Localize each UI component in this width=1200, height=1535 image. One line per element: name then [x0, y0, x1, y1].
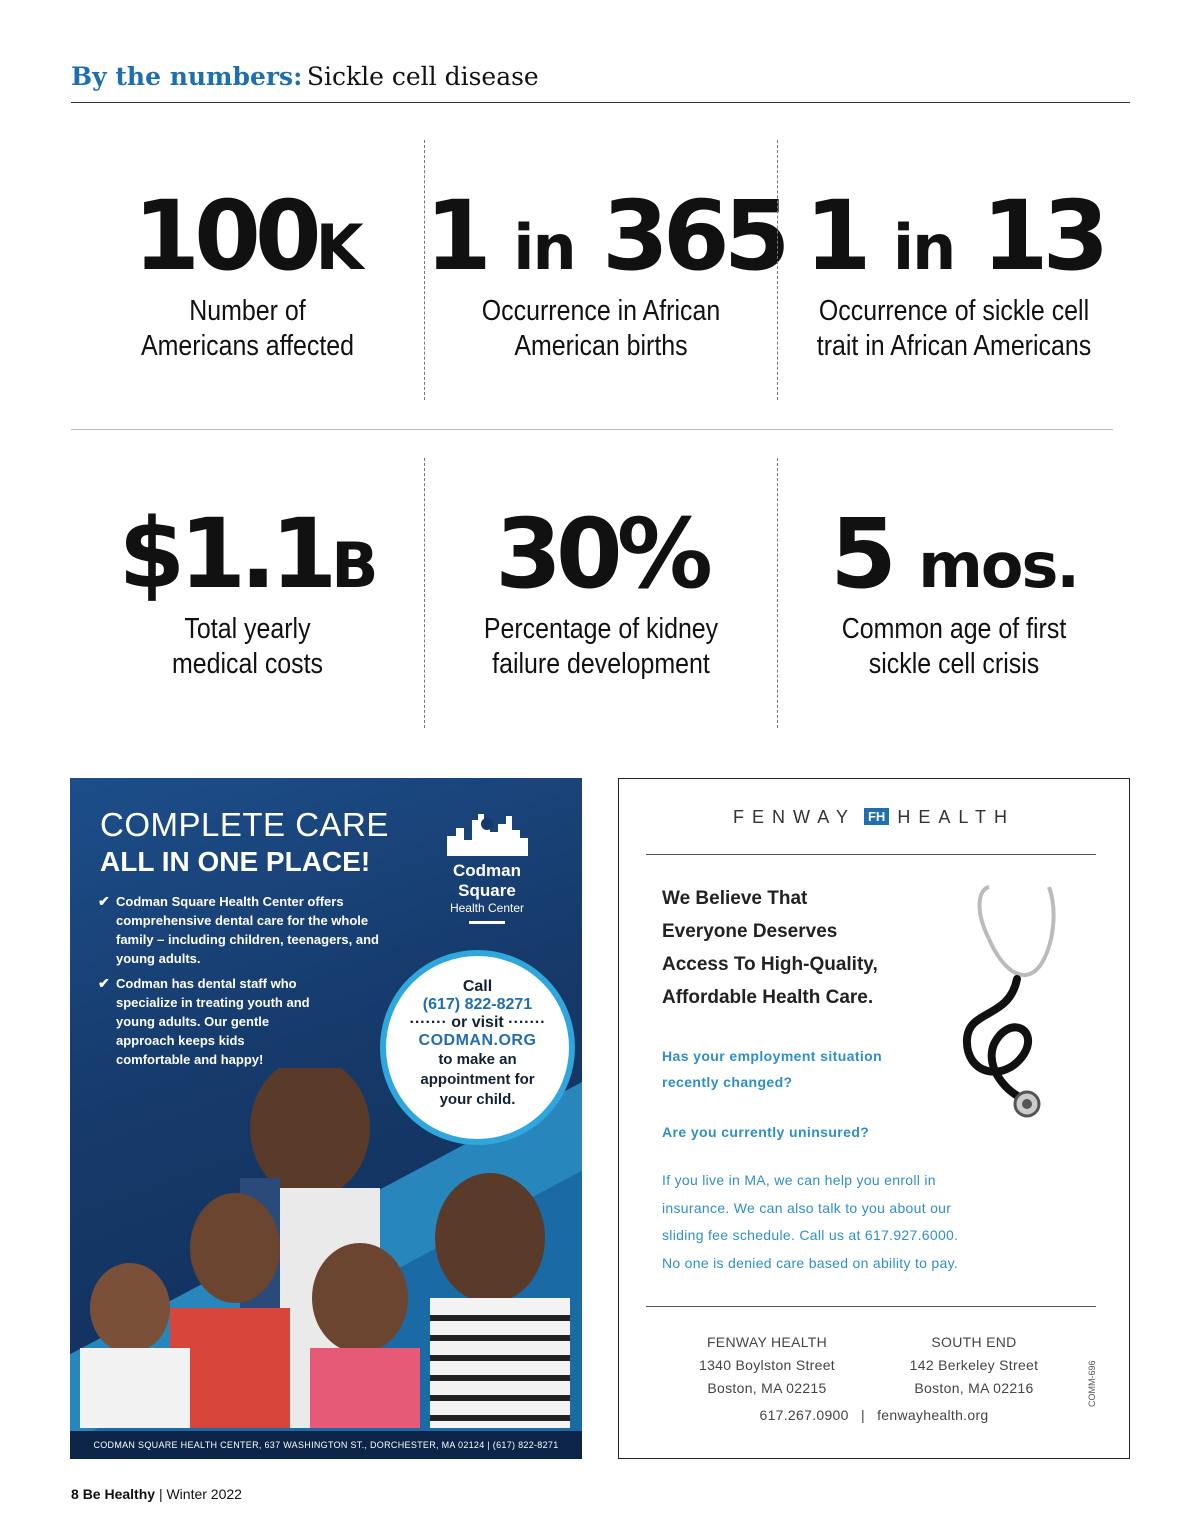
- stat-unit: B: [331, 529, 377, 602]
- stat-unit: K: [315, 211, 362, 284]
- stat-caption-line: Occurrence of sickle cell: [818, 295, 1090, 327]
- check-icon: ✔: [98, 975, 110, 991]
- ad-bullet: ✔ Codman Square Health Center offers comprehensive dental care for the whole family – including children, teenagers, and young adults.: [98, 893, 379, 966]
- ad-bullet: ✔ Codman has dental staff who specialize in treating youth and young adults. Our gentle approach keeps kids comfortable and happy!: [98, 975, 310, 1067]
- bubble-call: Call: [462, 978, 493, 995]
- bubble-or-visit: ······· or visit ·······: [409, 1014, 546, 1031]
- logo-right: HEALTH: [897, 807, 1016, 827]
- stat-caption-line: medical costs: [171, 648, 324, 680]
- issue-label: Winter 2022: [166, 1486, 242, 1502]
- stat-caption-line: Percentage of kidney: [483, 613, 719, 645]
- fenway-phone[interactable]: 617.267.0900: [759, 1407, 849, 1423]
- stat-unit: mos.: [918, 529, 1078, 602]
- bubble-text: appointment for: [420, 1071, 535, 1088]
- stat-value: 100: [133, 180, 316, 292]
- bubble-phone[interactable]: (617) 822-8271: [422, 996, 533, 1013]
- stat-caption-line: sickle cell crisis: [868, 648, 1040, 680]
- stat-medical-costs: [71, 458, 424, 728]
- stat-caption-line: trait in African Americans: [816, 330, 1092, 362]
- address-south-end: SOUTH END 142 Berkeley Street Boston, MA 02216: [909, 1334, 1039, 1396]
- fenway-logo: [619, 807, 1129, 828]
- stats-grid: [71, 140, 1130, 728]
- stat-value: 365: [602, 180, 785, 292]
- address-fenway: FENWAY HEALTH 1340 Boylston Street Boston, MA 02215: [699, 1334, 835, 1396]
- stat-connector: in: [892, 211, 955, 284]
- ad-subheadline: ALL IN ONE PLACE!: [100, 846, 371, 877]
- stethoscope-icon: [949, 879, 1079, 1129]
- bubble-text: to make an: [438, 1051, 517, 1068]
- stat-births: [424, 140, 785, 400]
- fenway-mark-icon: FH: [864, 808, 889, 825]
- stat-row-1: [71, 140, 1130, 400]
- divider: [646, 854, 1096, 855]
- logo-bar: [469, 921, 505, 924]
- logo-left: FENWAY: [732, 807, 856, 827]
- check-icon: ✔: [98, 893, 110, 909]
- codman-ad[interactable]: [70, 778, 582, 1459]
- header-lead: By the numbers:: [71, 62, 303, 91]
- header-topic: Sickle cell disease: [306, 62, 539, 91]
- page-header: [71, 62, 1130, 103]
- stat-caption-line: Occurrence in African: [481, 295, 721, 327]
- stat-caption-line: Common age of first: [841, 613, 1067, 645]
- ad-headline: COMPLETE CARE: [100, 806, 389, 843]
- separator: |: [158, 1486, 163, 1502]
- row-divider: [71, 429, 1113, 430]
- stat-trait: [777, 140, 1130, 400]
- page-number: 8: [71, 1486, 79, 1502]
- skyline-icon: [442, 806, 532, 856]
- fenway-contact: [619, 1407, 1129, 1423]
- bubble-url[interactable]: CODMAN.ORG: [418, 1032, 537, 1049]
- magazine-name: Be Healthy: [82, 1486, 156, 1502]
- stat-connector: in: [513, 211, 575, 284]
- ad-code: COMM-696: [1087, 1360, 1097, 1407]
- stat-value: 5: [830, 498, 891, 610]
- stat-caption-line: Americans affected: [140, 330, 355, 362]
- separator: |: [860, 1407, 865, 1423]
- stat-caption-line: Total yearly: [184, 613, 311, 645]
- page-footer: [71, 1486, 242, 1502]
- stat-caption-line: American births: [514, 330, 688, 362]
- fenway-question: Has your employment situation recently changed?: [662, 1048, 883, 1090]
- stat-value: 1: [804, 180, 866, 292]
- codman-logo: [425, 806, 549, 924]
- divider: [646, 1306, 1096, 1307]
- stat-value: $1.1: [118, 498, 332, 610]
- bubble-text: your child.: [439, 1091, 516, 1108]
- stat-kidney-failure: [424, 458, 777, 728]
- fenway-body: If you live in MA, we can help you enroll in insurance. We can also talk to you about our sliding fee schedule. Call us at 617.927.6000. No one is denied care based on ability to pay.: [662, 1172, 959, 1271]
- ad-footer: CODMAN SQUARE HEALTH CENTER, 637 WASHINGTON ST., DORCHESTER, MA 02124 | (617) 822-8271: [70, 1431, 582, 1459]
- logo-name: Codman Square: [453, 861, 521, 900]
- stat-caption-line: failure development: [492, 648, 710, 680]
- fenway-question: Are you currently uninsured?: [662, 1124, 870, 1140]
- family-photo: [70, 1068, 582, 1428]
- stat-caption-line: Number of: [189, 295, 306, 327]
- stat-value: 1: [425, 180, 486, 292]
- stat-row-2: [71, 458, 1130, 728]
- stat-americans-affected: [71, 140, 424, 400]
- fenway-website-link[interactable]: fenwayhealth.org: [877, 1407, 989, 1423]
- stat-first-crisis: [777, 458, 1130, 728]
- logo-sub: Health Center: [449, 901, 525, 915]
- fenway-ad[interactable]: [618, 778, 1130, 1459]
- stat-value: 30%: [495, 498, 707, 610]
- fenway-headline: We Believe That Everyone Deserves Access To High-Quality, Affordable Health Care.: [662, 888, 878, 1008]
- stat-value: 13: [981, 180, 1104, 292]
